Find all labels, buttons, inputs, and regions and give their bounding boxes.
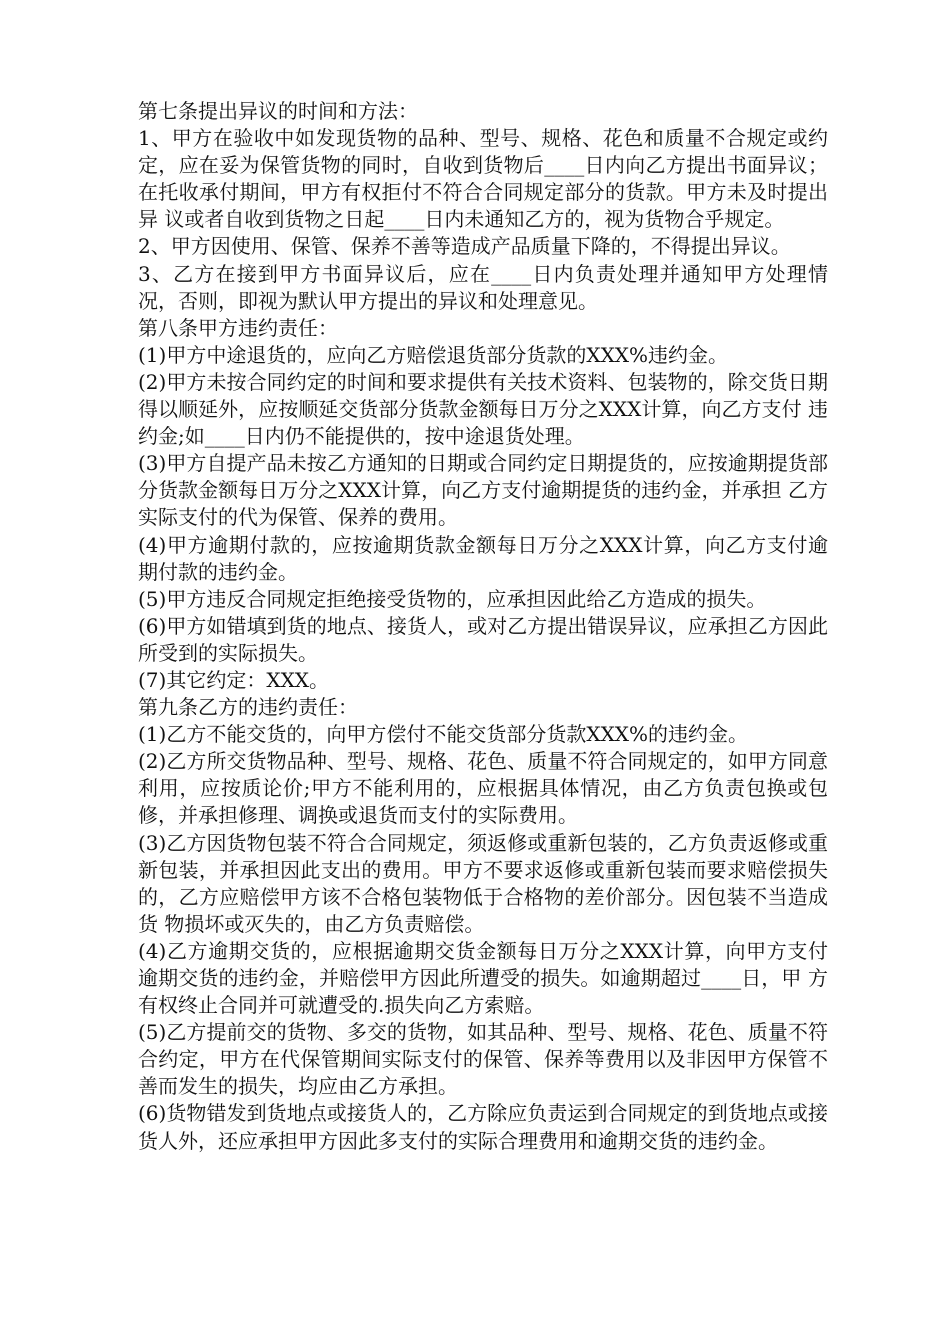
section-9-item-2: (2)乙方所交货物品种、型号、规格、花色、质量不符合同规定的，如甲方同意利用，应按质论价;甲方不能利用的，应根据具体情况，由乙方负责包换或包 修，并承担修理、调换或退货而支付的实际费用。	[138, 749, 828, 828]
section-9-item-4: (4)乙方逾期交货的，应根据逾期交货金额每日万分之XXX计算，向甲方支付逾期交货的违约金，并赔偿甲方因此所遭受的损失。如逾期超过____日，甲 方有权终止合同并可就遭受的.损失向乙方索赔。	[138, 938, 828, 1018]
section-8-heading: 第八条甲方违约责任：	[138, 315, 338, 340]
section-8-item-4: (4)甲方逾期付款的，应按逾期货款金额每日万分之XXX计算，向乙方支付逾期付款的违约金。	[138, 532, 828, 584]
section-8-item-5: (5)甲方违反合同规定拒绝接受货物的，应承担因此给乙方造成的损失。	[138, 586, 767, 611]
section-7-clause-3: 3、乙方在接到甲方书面异议后，应在____日内负责处理并通知甲方处理情况，否则，即视为默认甲方提出的异议和处理意见。	[138, 261, 828, 313]
section-8-item-3: (3)甲方自提产品未按乙方通知的日期或合同约定日期提货的，应按逾期提货部分货款金额每日万分之XXX计算，向乙方支付逾期提货的违约金，并承担 乙方实际支付的代为保管、保养的费用。	[138, 451, 828, 530]
section-9-heading: 第九条乙方的违约责任：	[138, 695, 358, 720]
section-9-item-6: (6)货物错发到货地点或接货人的，乙方除应负责运到合同规定的到货地点或接货人外，还应承担甲方因此多支付的实际合理费用和逾期交货的违约金。	[138, 1101, 828, 1153]
section-7-heading: 第七条提出异议的时间和方法：	[138, 99, 418, 123]
document-body	[138, 98, 828, 1155]
section-7-clause-1: 1、甲方在验收中如发现货物的品种、型号、规格、花色和质量不合规定或约定，应在妥为保管货物的同时，自收到货物后____日内向乙方提出书面异议；在托收承付期间，甲方有权拒付不符合合同规定部分的货款。甲方未及时提出异 议或者自收到货物之日起____日内未通知乙方的，视为货物合乎规定。	[138, 126, 828, 232]
section-9-item-3: (3)乙方因货物包装不符合合同规定，须返修或重新包装的，乙方负责返修或重新包装，并承担因此支出的费用。甲方不要求返修或重新包装而要求赔偿损失 的，乙方应赔偿甲方该不合格包装物低于合格物的差价部分。因包装不当造成货 物损坏或灭失的，由乙方负责赔偿。	[138, 830, 828, 936]
section-9-item-1: (1)乙方不能交货的，向甲方偿付不能交货部分货款XXX%的违约金。	[138, 722, 749, 747]
section-8-item-1: (1)甲方中途退货的，应向乙方赔偿退货部分货款的XXX%违约金。	[138, 342, 729, 367]
section-7-clause-2: 2、甲方因使用、保管、保养不善等造成产品质量下降的，不得提出异议。	[138, 234, 791, 259]
section-9-item-5: (5)乙方提前交的货物、多交的货物，如其品种、型号、规格、花色、质量不符合约定，甲方在代保管期间实际支付的保管、保养等费用以及非因甲方保管不 善而发生的损失，均应由乙方承担。	[138, 1020, 828, 1099]
section-8-item-2: (2)甲方未按合同约定的时间和要求提供有关技术资料、包装物的，除交货日期得以顺延外，应按顺延交货部分货款金额每日万分之XXX计算，向乙方支付 违约金;如____日内仍不能提供的，按中途退货处理。	[138, 369, 828, 449]
section-8-item-6: (6)甲方如错填到货的地点、接货人，或对乙方提出错误异议，应承担乙方因此所受到的实际损失。	[138, 613, 828, 665]
section-8-item-7: (7)其它约定：XXX。	[138, 667, 330, 692]
